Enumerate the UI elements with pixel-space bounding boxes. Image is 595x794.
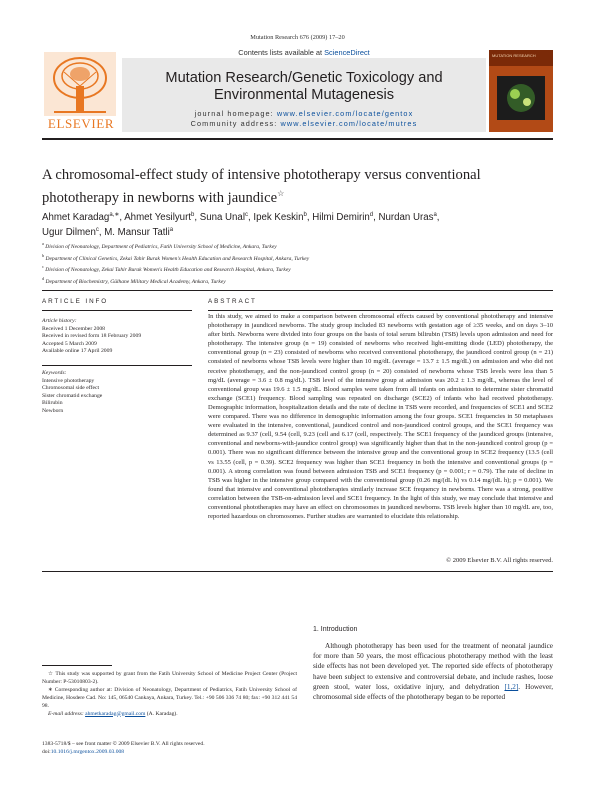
body-rule	[42, 571, 553, 572]
doi-line: doi:10.1016/j.mrgentox.2009.03.008	[42, 749, 125, 755]
introduction-text: Although phototherapy has been used for the treatment of neonatal jaundice for more than 50 years, the most efficacious phototherapy method with the least side effects has not been developed yet. The reported side effects of phototherapy have been subject to extensive and controversial debate, and include rashes, loose green stool, water loss, oxidative injury, and dehydration [1,2]. However, chromosomal side effects of the phototherapy began to be reported	[313, 642, 553, 702]
corresponding-footnote: ∗ Corresponding author at: Division of Neonatology, Department of Pediatrics, Fatih University School of Medicine, Hosdere Cad. No: 145, 06540 Cankaya, Ankara, Turkey. Tel.: +90 506 336 74 80; fax: +90 312 441 54 98.	[42, 686, 297, 709]
keyword: Bilirubin	[42, 400, 63, 407]
article-info-heading: ARTICLE INFO	[42, 298, 109, 305]
keyword: Sister chromatid exchange	[42, 392, 103, 399]
keywords-rule	[42, 365, 192, 366]
community-line: Community address: www.elsevier.com/locate/mutres	[190, 119, 418, 128]
contents-line	[122, 48, 486, 57]
keyword: Newborn	[42, 407, 64, 414]
cover-title: MUTATION RESEARCH	[492, 53, 536, 58]
author-list	[42, 209, 553, 239]
affiliation-d: $^d$ Department of Biochemistry, Gülhane Military Medical Academy, Ankara, Turkey	[42, 276, 226, 286]
affiliation-a: $^a$ Division of Neonatology, Department of Pediatrics, Fatih University School of Medicine, Ankara, Turkey	[42, 241, 277, 250]
affiliation-c: $^c$ Division of Neonatology, Zekai Tahir Burak Women's Health Education and Research Hospital, Ankara, Turkey	[42, 264, 291, 274]
affiliation-b: $^b$ Department of Clinical Genetics, Zekai Tahir Burak Women's Health Education and Research Hospital, Ankara, Turkey	[42, 252, 310, 262]
elsevier-logo	[42, 48, 120, 132]
footnotes	[42, 671, 297, 718]
email-footnote: E-mail address: ahmetkaradag@gmail.com (A. Karadag).	[48, 710, 178, 717]
journal-urls	[122, 109, 486, 129]
keyword: Chromosomal side effect	[42, 385, 100, 392]
contents-prefix: Contents lists available at	[238, 48, 325, 57]
issn-line: 1383-5718/$ – see front matter © 2009 Elsevier B.V. All rights reserved.	[42, 741, 205, 747]
footnote-rule	[42, 665, 112, 666]
publisher-name: ELSEVIER	[47, 116, 115, 131]
introduction-heading: 1. Introduction	[313, 626, 358, 633]
abstract-text: In this study, we aimed to make a comparison between chromosomal effects caused by conventional phototherapy and intensive phototherapy in jaundiced newborns. The study group included 83 newborns with gestation age of ≥35 weeks, and on days 3–10 after birth. Newborns were divided into four groups on the basis of total serum bilirubin (TSB) levels upon admission and need for phototherapy. The intensive group (n = 19) consisted of newborns who received light-emitting diode (LED) phototherapy, the conventional group (n = 23) consisted of newborns who received conventional phototherapy, the jaundiced control group (n = 21) consisted of newborns whose TSB levels were higher than 10 mg/dL (average = 13.7 ± 1.5 mg/dL) on admission and who did not receive phototherapy, and the non-jaundiced control group (n = 20) consisted of newborns whose TSB levels were less than 5 mg/dL (average = 3.6 ± 0.8 mg/dL). TSB level of the intensive group at admission was 20.2 ± 1.3 mg/dL, whereas the level of conventional group was 19.6 ± 1.5 mg/dL. Blood samples were taken from all infants on admission to determine sister chromatid exchange (SCE1) frequency. Blood sampling was repeated on discharge (SCE2) of infants who had received phototherapy. Demographic information, hospitalization details and the rate of decline in TSB were recorded, and frequencies of SCE1 and SCE2 were compared. There was no difference in demographic information among the four groups. SCE1 frequencies in 50 metaphases were evaluated in the intensive, conventional, jaundiced control and non-jaundiced control groups, and the SCE1 frequency was determined as 9.37 (cell, 9.54 (cell, 9.23 (cell and 6.17 (cell, respectively. The SCE1 frequency of the jaundiced groups (intensive, conventional and newborns-with-jaundice control group) was significantly higher than that in the non-jaundiced control group (p = 0.001). There was no significant difference between the intensive group and the conventional group in SCE2 frequency (13.5 (cell vs 13.55 (cell, p = 0.39). SCE2 frequency was higher than SCE1 frequency in both the intensive and conventional groups (p = 0.001). A strong correlation was found between admission TSB and SCE1 frequency (p = 0.001; r = 0.79). The rate of decline in TSB was higher in the intensive group compared with the conventional group (0.26 mg/(dL h) vs 0.14 mg/(dL h); p = 0.001). We found that intensive and conventional phototherapies similarly increase SCE frequency in newborns. There was a strong, positive correlation between the TSB-on-admission level and SCE1 frequency. In the light of this study, we may conclude that intensive and conventional phototherapies may have an effect on chromosomes in jaundiced newborns. TSB levels higher than 10 mg/dL are, too, reported hazardous on chromosomes. Further studies are warranted to elucidate this relationship.	[208, 313, 553, 521]
doi-link[interactable]: 10.1016/j.mrgentox.2009.03.008	[50, 749, 125, 755]
author-line-1: Ahmet Karadag$^{a,∗}$, Ahmet Yesilyurt$^b$, Suna Unal$^c$, Ipek Keskin$^b$, Hilmi Demirin$^d$, Nurdan Uras$^a$,	[42, 212, 440, 224]
header-rule	[42, 138, 553, 140]
publication-info	[42, 740, 297, 756]
section-rule	[42, 290, 553, 291]
tree-logo-icon	[44, 52, 116, 116]
email-link[interactable]: ahmetkaradag@gmail.com	[85, 710, 146, 717]
journal-cover	[489, 50, 553, 132]
cover-image	[497, 76, 545, 120]
abstract-heading: ABSTRACT	[208, 298, 257, 305]
author-line-2: Ugur Dilmen$^c$, M. Mansur Tatli$^a$	[42, 227, 174, 239]
copyright: © 2009 Elsevier B.V. All rights reserved.	[446, 557, 553, 564]
affiliations	[42, 240, 553, 287]
journal-masthead	[42, 48, 553, 134]
sciencedirect-link[interactable]: ScienceDirect	[324, 48, 370, 57]
homepage-link[interactable]: www.elsevier.com/locate/gentox	[276, 109, 414, 118]
homepage-line: journal homepage: www.elsevier.com/locate/gentox	[194, 109, 414, 118]
journal-title-box	[122, 58, 486, 132]
reference-link[interactable]: [1,2]	[504, 682, 519, 691]
community-link[interactable]: www.elsevier.com/locate/mutres	[280, 119, 418, 128]
keyword: Intensive phototherapy	[42, 377, 95, 384]
running-head: Mutation Research 676 (2009) 17–20	[250, 34, 345, 41]
funding-footnote: ☆ This study was supported by grant from the Fatih University School of Medicine Project Center (Project Number: P-53010803-2).	[42, 671, 298, 685]
abstract-rule	[208, 310, 553, 311]
cover-art-icon	[497, 76, 545, 120]
title-footnote-mark[interactable]: ☆	[277, 188, 285, 198]
article-history: Article history: Received 1 December 2008 Received in revised form 18 February 2009 Accepted 5 March 2009 Available online 17 April 2009	[42, 318, 142, 355]
journal-title: Mutation Research/Genetic Toxicology and Environmental Mutagenesis	[165, 70, 443, 103]
keywords: Keywords: Intensive phototherapy Chromosomal side effect Sister chromatid exchange Bilirubin Newborn	[42, 370, 192, 416]
info-rule	[42, 310, 192, 311]
article-title: A chromosomal-effect study of intensive phototherapy versus conventional phototherapy in newborns with jaundice☆	[42, 167, 481, 206]
